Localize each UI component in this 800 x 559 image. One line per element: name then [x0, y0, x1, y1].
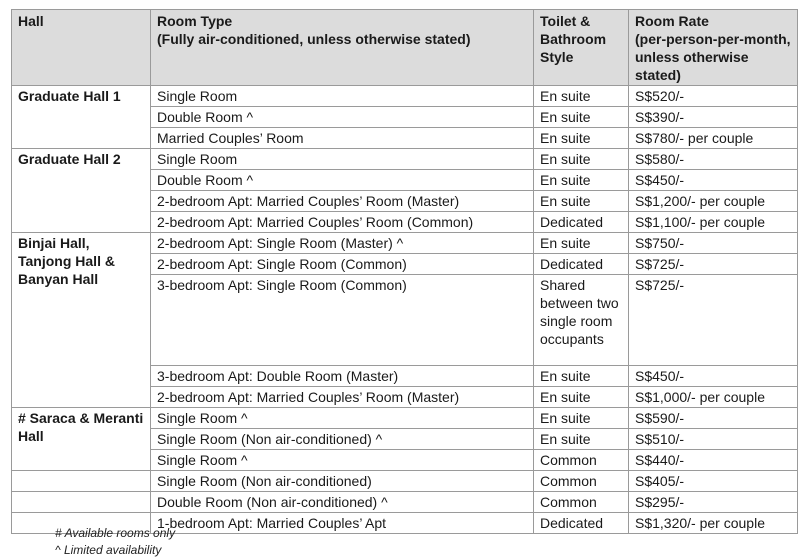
table-header-row: [12, 10, 798, 86]
table-row: [12, 492, 798, 513]
rate-cell: S$580/-: [629, 149, 798, 170]
rate-cell: S$750/-: [629, 233, 798, 254]
rate-cell: S$725/-: [629, 254, 798, 275]
rate-cell: S$520/-: [629, 86, 798, 107]
header-rate: Room Rate (per-person-per-month, unless otherwise stated): [629, 10, 798, 86]
room-type-cell: 2-bedroom Apt: Single Room (Master) ^: [151, 233, 534, 254]
rate-cell: S$450/-: [629, 366, 798, 387]
room-type-cell: Double Room ^: [151, 107, 534, 128]
toilet-cell: En suite: [534, 408, 629, 429]
toilet-cell: Dedicated: [534, 254, 629, 275]
room-type-cell: Single Room ^: [151, 450, 534, 471]
rate-cell: S$405/-: [629, 471, 798, 492]
room-type-cell: Double Room ^: [151, 170, 534, 191]
empty-hall-cell: [12, 492, 151, 513]
room-type-cell: 2-bedroom Apt: Married Couples’ Room (Master): [151, 387, 534, 408]
footnotes: [55, 525, 175, 559]
toilet-cell: Common: [534, 450, 629, 471]
toilet-cell: En suite: [534, 86, 629, 107]
toilet-cell: Shared between two single room occupants: [534, 275, 629, 366]
room-type-cell: Single Room: [151, 86, 534, 107]
rate-cell: S$510/-: [629, 429, 798, 450]
toilet-cell: En suite: [534, 128, 629, 149]
toilet-cell: En suite: [534, 233, 629, 254]
toilet-cell: En suite: [534, 149, 629, 170]
room-type-cell: Double Room (Non air-conditioned) ^: [151, 492, 534, 513]
room-type-cell: 3-bedroom Apt: Double Room (Master): [151, 366, 534, 387]
table-row: [12, 86, 798, 107]
toilet-cell: En suite: [534, 366, 629, 387]
hall-rates-table: [11, 9, 798, 534]
toilet-cell: Dedicated: [534, 212, 629, 233]
toilet-cell: Dedicated: [534, 513, 629, 534]
room-type-cell: Single Room (Non air-conditioned) ^: [151, 429, 534, 450]
rate-cell: S$780/- per couple: [629, 128, 798, 149]
rate-cell: S$295/-: [629, 492, 798, 513]
hall-name: Graduate Hall 1: [12, 86, 151, 149]
room-type-cell: 2-bedroom Apt: Married Couples’ Room (Common): [151, 212, 534, 233]
header-hall: Hall: [12, 10, 151, 86]
hall-name: Graduate Hall 2: [12, 149, 151, 233]
rate-cell: S$725/-: [629, 275, 798, 366]
table-row: [12, 149, 798, 170]
toilet-cell: En suite: [534, 170, 629, 191]
rate-cell: S$1,100/- per couple: [629, 212, 798, 233]
room-type-cell: 3-bedroom Apt: Single Room (Common): [151, 275, 534, 366]
empty-hall-cell: [12, 471, 151, 492]
header-room-type: Room Type (Fully air-conditioned, unless otherwise stated): [151, 10, 534, 86]
rate-cell: S$440/-: [629, 450, 798, 471]
room-type-cell: Married Couples’ Room: [151, 128, 534, 149]
rate-cell: S$390/-: [629, 107, 798, 128]
toilet-cell: En suite: [534, 107, 629, 128]
room-type-cell: 1-bedroom Apt: Married Couples’ Apt: [151, 513, 534, 534]
table-row: [12, 233, 798, 254]
toilet-cell: En suite: [534, 191, 629, 212]
rate-cell: S$1,320/- per couple: [629, 513, 798, 534]
rate-cell: S$1,200/- per couple: [629, 191, 798, 212]
hall-name: Binjai Hall, Tanjong Hall & Banyan Hall: [12, 233, 151, 408]
table-row: [12, 471, 798, 492]
rate-cell: S$450/-: [629, 170, 798, 191]
toilet-cell: Common: [534, 471, 629, 492]
header-rate-note: (per-person-per-month, unless otherwise stated): [635, 31, 791, 83]
toilet-cell: En suite: [534, 387, 629, 408]
room-type-cell: 2-bedroom Apt: Married Couples’ Room (Master): [151, 191, 534, 212]
room-type-cell: Single Room ^: [151, 408, 534, 429]
footnote-limited: ^ Limited availability: [55, 543, 162, 557]
room-type-cell: 2-bedroom Apt: Single Room (Common): [151, 254, 534, 275]
hall-name: # Saraca & Meranti Hall: [12, 408, 151, 471]
table-row: [12, 408, 798, 429]
hall-rates-table-container: [11, 9, 797, 534]
room-type-cell: Single Room: [151, 149, 534, 170]
rate-cell: S$1,000/- per couple: [629, 387, 798, 408]
room-type-cell: Single Room (Non air-conditioned): [151, 471, 534, 492]
header-room-type-note: (Fully air-conditioned, unless otherwise stated): [157, 31, 471, 47]
toilet-cell: En suite: [534, 429, 629, 450]
header-toilet: Toilet & Bathroom Style: [534, 10, 629, 86]
footnote-available: # Available rooms only: [55, 526, 176, 540]
rate-cell: S$590/-: [629, 408, 798, 429]
toilet-cell: Common: [534, 492, 629, 513]
